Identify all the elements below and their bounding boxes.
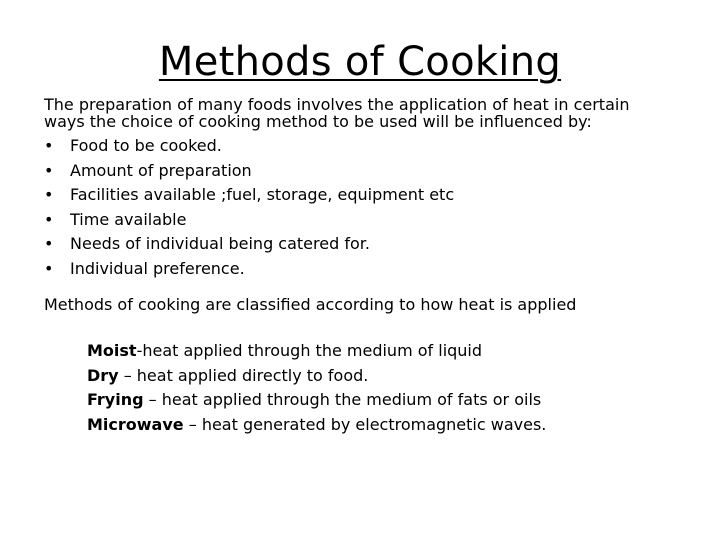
bullet-icon: • <box>44 234 54 253</box>
slide-body <box>44 96 684 437</box>
list-item <box>44 257 684 282</box>
bullet-icon: • <box>44 136 54 155</box>
list-item <box>44 208 684 233</box>
method-item-frying <box>87 388 684 413</box>
list-item <box>44 134 684 159</box>
list-item <box>44 183 684 208</box>
method-description: – heat generated by electromagnetic waves. <box>183 414 547 434</box>
method-term: Dry <box>87 365 119 385</box>
list-item-text: Time available <box>70 209 187 229</box>
list-item <box>44 159 684 184</box>
method-term: Frying <box>87 390 144 409</box>
list-item-text: Needs of individual being catered for. <box>70 234 370 253</box>
method-item-microwave <box>87 413 684 438</box>
bullet-icon: • <box>44 209 54 229</box>
influence-list <box>44 134 684 281</box>
method-item-moist <box>87 339 684 364</box>
bullet-icon: • <box>44 185 54 204</box>
method-description: -heat applied through the medium of liquid <box>136 341 483 360</box>
list-item-text: Food to be cooked. <box>70 136 222 155</box>
list-item-text: Amount of preparation <box>70 160 252 180</box>
intro-paragraph: The preparation of many foods involves the application of heat in certain ways the choice of cooking method to be used will be influenced by: <box>44 95 630 131</box>
classification-statement: Methods of cooking are classified according to how heat is applied <box>44 295 577 314</box>
list-item-text: Individual preference. <box>70 258 245 278</box>
method-term: Microwave <box>87 414 184 434</box>
method-description: – heat applied directly to food. <box>118 365 369 385</box>
method-item-dry <box>87 364 684 389</box>
method-description: – heat applied through the medium of fats or oils <box>143 390 542 409</box>
cooking-methods-list <box>87 339 684 437</box>
slide-title: Methods of Cooking <box>158 39 562 85</box>
bullet-icon: • <box>44 258 54 278</box>
list-item <box>44 232 684 257</box>
method-term: Moist <box>87 341 137 360</box>
list-item-text: Facilities available ;fuel, storage, equipment etc <box>70 185 455 204</box>
bullet-icon: • <box>44 160 54 180</box>
